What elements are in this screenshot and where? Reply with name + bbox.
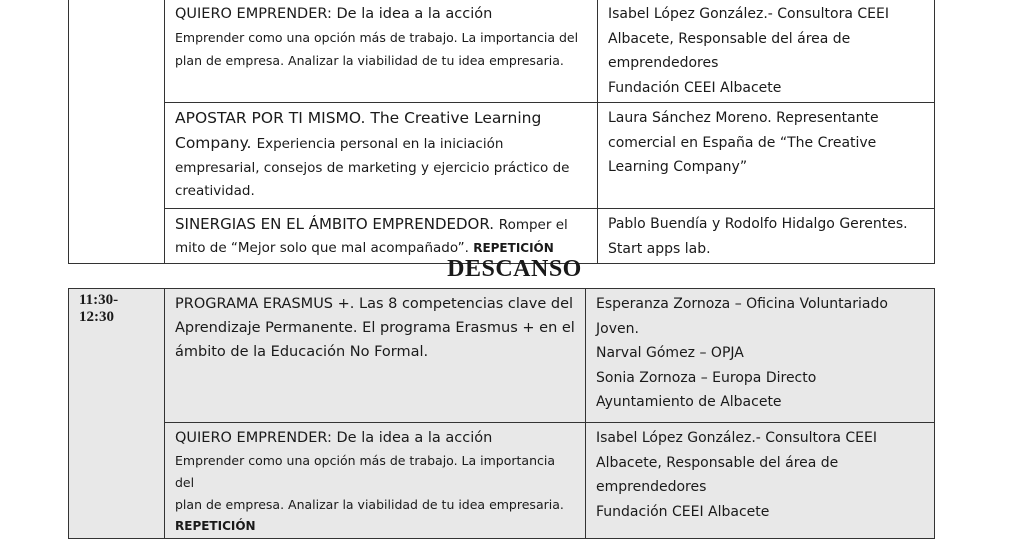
speaker-line: Fundación CEEI Albacete xyxy=(608,79,782,96)
bottom-session-table xyxy=(68,288,935,539)
table-row xyxy=(69,423,935,539)
speaker-line: Laura Sánchez Moreno. Representante xyxy=(608,110,879,126)
session-description: Romper el xyxy=(498,217,568,233)
speaker-line: Joven. xyxy=(596,320,639,337)
table-row xyxy=(69,289,935,423)
speaker-line: Narval Gómez – OPJA xyxy=(596,345,744,361)
speaker-line: Ayuntamiento de Albacete xyxy=(596,394,782,410)
speaker-line: Learning Company” xyxy=(608,159,748,175)
repetition-tag: REPETICIÓN xyxy=(175,519,256,533)
session-description: empresarial, consejos de marketing y ejercicio práctico de xyxy=(175,160,570,176)
speaker-line: comercial en España de “The Creative xyxy=(608,134,877,151)
time-cell xyxy=(69,0,165,264)
session-title: APOSTAR POR TI MISMO. The Creative Learning xyxy=(175,109,542,127)
speaker-cell xyxy=(598,0,935,103)
time-cell xyxy=(69,289,165,539)
table-row xyxy=(69,0,935,103)
speaker-cell xyxy=(586,423,935,539)
session-cell xyxy=(165,289,586,423)
speaker-line: Sonia Zornoza – Europa Directo xyxy=(596,369,817,386)
session-cell xyxy=(165,0,598,103)
speaker-line: Pablo Buendía y Rodolfo Hidalgo Gerentes. xyxy=(608,216,908,232)
session-title: ámbito de la Educación No Formal. xyxy=(175,344,429,360)
session-title: QUIERO EMPRENDER: De la idea a la acción xyxy=(175,430,493,446)
speaker-line: Albacete, Responsable del área de xyxy=(608,30,851,47)
session-description: plan de empresa. Analizar la viabilidad de tu idea empresaria. xyxy=(175,53,564,68)
break-heading: DESCANSO xyxy=(447,256,582,282)
speaker-line: Albacete, Responsable del área de xyxy=(596,454,839,471)
session-description: Emprender como una opción más de trabajo. La importancia del xyxy=(175,453,556,490)
speaker-line: Isabel López González.- Consultora CEEI xyxy=(608,6,889,22)
session-description: mito de “Mejor solo que mal acompañado”. xyxy=(175,240,469,256)
session-cell xyxy=(165,423,586,539)
session-description: creatividad. xyxy=(175,183,255,199)
time-start: 11:30- xyxy=(79,292,119,308)
speaker-line: Start apps lab. xyxy=(608,240,711,257)
speaker-line: Esperanza Zornoza – Oficina Voluntariado xyxy=(596,296,888,312)
session-title: Aprendizaje Permanente. El programa Erasmus + en el xyxy=(175,320,575,336)
table-row xyxy=(69,103,935,209)
session-title: PROGRAMA ERASMUS +. Las 8 competencias clave del xyxy=(175,296,574,312)
repetition-tag: REPETICIÓN xyxy=(473,241,554,255)
speaker-line: Isabel López González.- Consultora CEEI xyxy=(596,430,877,446)
session-cell xyxy=(165,103,598,209)
session-description: plan de empresa. Analizar la viabilidad de tu idea empresaria. xyxy=(175,497,564,512)
speaker-line: Fundación CEEI Albacete xyxy=(596,503,770,520)
speaker-line: emprendedores xyxy=(596,479,707,495)
time-end: 12:30 xyxy=(79,309,114,325)
session-description: Experiencia personal en la iniciación xyxy=(256,136,504,152)
session-description: Emprender como una opción más de trabajo. La importancia del xyxy=(175,30,579,45)
session-title: SINERGIAS EN EL ÁMBITO EMPRENDEDOR. xyxy=(175,215,495,233)
speaker-cell xyxy=(598,103,935,209)
speaker-cell xyxy=(586,289,935,423)
top-session-table xyxy=(68,0,935,264)
session-title: Company. xyxy=(175,134,252,152)
session-title: QUIERO EMPRENDER: De la idea a la acción xyxy=(175,6,493,22)
speaker-line: emprendedores xyxy=(608,55,719,71)
